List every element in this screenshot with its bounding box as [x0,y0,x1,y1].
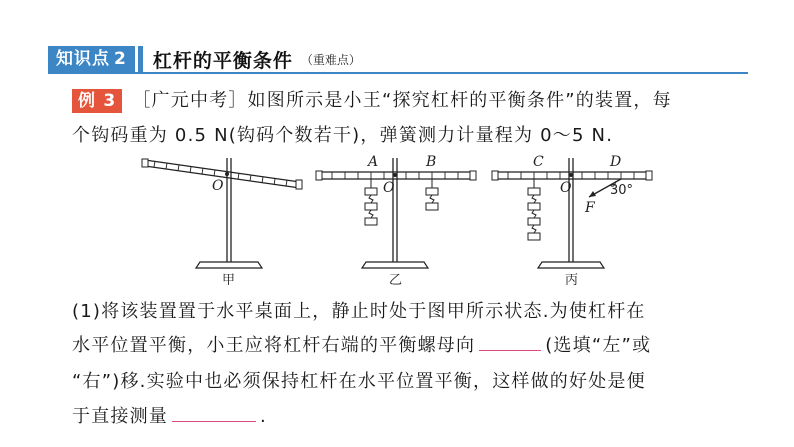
fig1-caption: 甲 [222,273,236,285]
fig1-pivot-label: O [212,178,224,194]
lever-figures [140,150,660,285]
fig2-pivot-label: O [383,180,395,196]
figure-bing [492,154,652,285]
question-line-1: (1)将该装置置于水平桌面上，静止时处于图甲所示状态.为使杠杆在 [72,301,646,322]
question-line-2 [72,334,651,358]
question-text-2b: (选填“左”或 [545,335,652,356]
knowledge-point-badge [48,46,135,72]
question-text-2a: 水平位置平衡，小王应将杠杆右端的平衡螺母向 [72,335,476,356]
question-text-4a: 于直接测量 [72,406,168,427]
badge-accent-bar [138,46,143,72]
answer-blank-2[interactable] [172,405,256,422]
figure-jia [142,158,302,285]
knowledge-point-header [48,44,361,74]
example-line-2: 个钩码重为 0.5 N(钩码个数若干)，弹簧测力计量程为 0～5 N. [72,125,614,146]
fig3-angle-label: 30° [610,183,634,198]
answer-blank-1[interactable] [479,334,541,351]
example-badge: 例 3 [72,89,122,113]
example-text-1: ［广元中考］如图所示是小王“探究杠杆的平衡条件”的装置，每 [132,90,672,111]
fig3-caption: 丙 [565,273,579,285]
question-text-4b: . [260,406,267,427]
fig2-point-b: B [426,154,437,170]
knowledge-point-number: 2 [114,49,127,69]
fig2-caption: 乙 [389,273,403,285]
question-line-3: “右”)移.实验中也必须保持杠杆在水平位置平衡，这样做的好处是便 [72,371,646,392]
section-title: 杠杆的平衡条件 [152,49,293,72]
fig3-force-label: F [585,200,595,216]
header-divider [48,72,748,74]
figure-yi [316,154,476,285]
fig3-pivot-label: O [560,180,572,196]
knowledge-point-badge-text: 知识点 [56,49,110,69]
fig3-point-d: D [610,154,622,170]
fig3-point-c: C [533,154,544,170]
difficulty-tag: （重难点） [300,52,361,67]
example-line-1 [72,89,672,113]
question-line-4 [72,405,267,429]
fig2-point-a: A [368,154,379,170]
